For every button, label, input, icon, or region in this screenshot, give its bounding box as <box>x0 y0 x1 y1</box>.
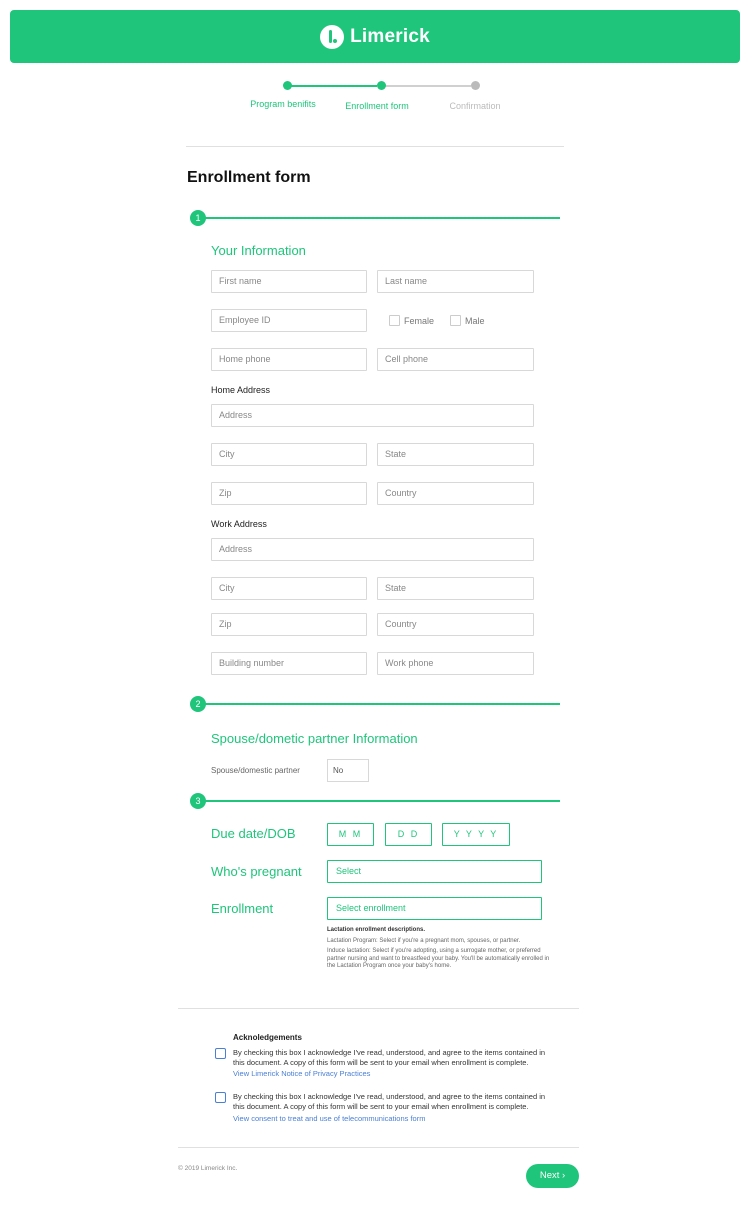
female-checkbox[interactable] <box>389 315 400 326</box>
stepper-line-upcoming <box>385 85 471 87</box>
step-label-program-benefits[interactable]: Program benifits <box>250 99 316 109</box>
work-zip-input[interactable]: Zip <box>211 613 367 636</box>
section-1-badge: 1 <box>190 210 206 226</box>
section-2-title: Spouse/dometic partner Information <box>211 731 418 746</box>
copyright-text: © 2019 Limerick Inc. <box>178 1165 238 1172</box>
next-button[interactable]: Next › <box>526 1164 579 1188</box>
ack-checkbox-consent[interactable] <box>215 1092 226 1103</box>
first-name-input[interactable]: First name <box>211 270 367 293</box>
step-label-enrollment-form[interactable]: Enrollment form <box>345 101 409 111</box>
whos-pregnant-label: Who's pregnant <box>211 864 302 879</box>
section-1-title: Your Information <box>211 243 306 258</box>
home-phone-input[interactable]: Home phone <box>211 348 367 371</box>
induce-lactation-description: Induce lactation: Select if you're adopting, using a surrogate mother, or preferred partner nursing and want to breastfeed your baby. You'll be automatically enrolled in the Lactation Program once your baby's home. <box>327 948 550 969</box>
lactation-program-description: Lactation Program: Select if you're a pregnant mom, spouses, or partner. <box>327 937 521 944</box>
ack-text-privacy: By checking this box I acknowledge I've read, understood, and agree to the items contained in this document. A copy of this form will be sent to your email when enrollment is complete. <box>233 1048 546 1067</box>
work-address-label: Work Address <box>211 519 267 529</box>
ack-text-consent: By checking this box I acknowledge I've read, understood, and agree to the items contained in this document. A copy of this form will be sent to your email when enrollment is complete. <box>233 1092 546 1111</box>
home-state-input[interactable]: State <box>377 443 534 466</box>
section-2-badge: 2 <box>190 696 206 712</box>
gender-female-option[interactable] <box>389 315 434 326</box>
privacy-practices-link[interactable]: View Limerick Notice of Privacy Practices <box>233 1069 371 1078</box>
section-3-line <box>204 800 560 802</box>
step-dot-program-benefits <box>283 81 292 90</box>
header-divider <box>186 146 564 147</box>
step-label-confirmation: Confirmation <box>449 101 501 111</box>
home-city-input[interactable]: City <box>211 443 367 466</box>
gender-male-option[interactable] <box>450 315 485 326</box>
form-divider <box>178 1008 579 1009</box>
brand-logo[interactable] <box>320 25 430 49</box>
step-dot-enrollment-form <box>377 81 386 90</box>
cell-phone-input[interactable]: Cell phone <box>377 348 534 371</box>
ack-checkbox-privacy[interactable] <box>215 1048 226 1059</box>
building-number-input[interactable]: Building number <box>211 652 367 675</box>
work-state-input[interactable]: State <box>377 577 534 600</box>
home-address-input[interactable]: Address <box>211 404 534 427</box>
descriptions-title: Lactation enrollment descriptions. <box>327 927 426 933</box>
home-zip-input[interactable]: Zip <box>211 482 367 505</box>
enrollment-select[interactable]: Select enrollment <box>327 897 542 920</box>
top-header <box>10 10 740 63</box>
step-dot-confirmation <box>471 81 480 90</box>
section-2-line <box>204 703 560 705</box>
due-date-day-input[interactable]: D D <box>385 823 432 846</box>
page-title: Enrollment form <box>187 169 311 186</box>
due-date-label: Due date/DOB <box>211 826 296 841</box>
partner-label: Spouse/domestic partner <box>211 766 300 775</box>
whos-pregnant-select[interactable]: Select <box>327 860 542 883</box>
limerick-logo-icon <box>320 25 344 49</box>
consent-form-link[interactable]: View consent to treat and use of telecommunications form <box>233 1114 426 1123</box>
home-country-input[interactable]: Country <box>377 482 534 505</box>
partner-select[interactable]: No <box>327 759 369 782</box>
section-1-line <box>204 217 560 219</box>
enrollment-label: Enrollment <box>211 901 274 916</box>
last-name-input[interactable]: Last name <box>377 270 534 293</box>
male-checkbox[interactable] <box>450 315 461 326</box>
work-city-input[interactable]: City <box>211 577 367 600</box>
acknowledgements-title: Acknoledgements <box>233 1033 302 1042</box>
enrollment-descriptions <box>327 927 559 971</box>
due-date-year-input[interactable]: Y Y Y Y <box>442 823 510 846</box>
progress-stepper <box>0 79 750 119</box>
brand-name: Limerick <box>350 25 430 47</box>
stepper-line-complete <box>291 85 377 87</box>
footer-divider <box>178 1147 579 1148</box>
home-address-label: Home Address <box>211 385 271 395</box>
work-country-input[interactable]: Country <box>377 613 534 636</box>
female-label: Female <box>404 315 435 326</box>
due-date-month-input[interactable]: M M <box>327 823 374 846</box>
work-phone-input[interactable]: Work phone <box>377 652 534 675</box>
male-label: Male <box>465 315 485 326</box>
section-3-badge: 3 <box>190 793 206 809</box>
employee-id-input[interactable]: Employee ID <box>211 309 367 332</box>
work-address-input[interactable]: Address <box>211 538 534 561</box>
